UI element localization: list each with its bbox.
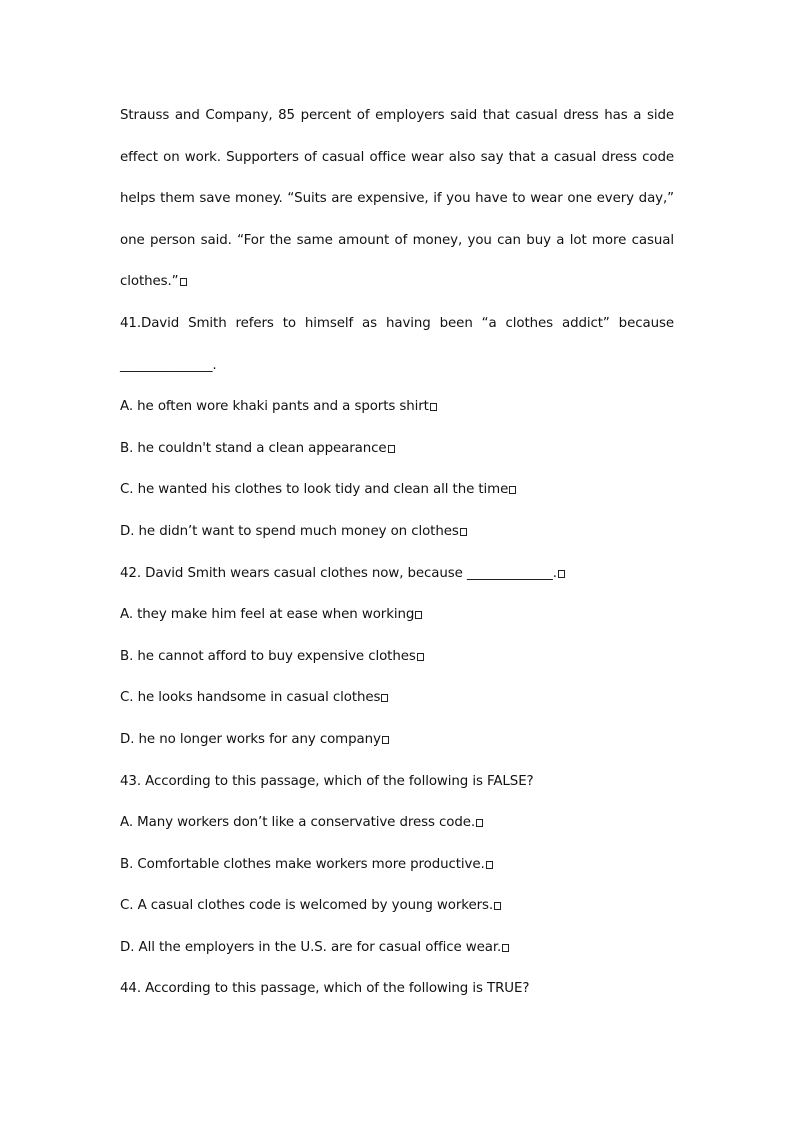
q43-option-d: D. All the employers in the U.S. are for casual office wear. (120, 936, 674, 978)
q41-option-d: D. he didn’t want to spend much money on clothes (120, 520, 674, 562)
q43-option-a: A. Many workers don’t like a conservative dress code. (120, 811, 674, 853)
paragraph-mark-icon (494, 902, 501, 910)
question-44-stem: 44. According to this passage, which of the following is TRUE? (120, 981, 530, 997)
paragraph-mark-icon (180, 278, 187, 286)
paragraph-mark-icon (417, 653, 424, 661)
question-42-stem: 42. David Smith wears casual clothes now, because _____________. (120, 562, 674, 604)
q43-option-c: C. A casual clothes code is welcomed by young workers. (120, 894, 674, 936)
paragraph-mark-icon (502, 944, 509, 952)
paragraph-mark-icon (430, 403, 437, 411)
q42-option-b: B. he cannot afford to buy expensive clothes (120, 645, 674, 687)
passage-line: Strauss and Company, 85 percent of employers said that casual dress has a side (120, 108, 674, 123)
question-41-blank: ______________. (120, 357, 217, 373)
q43-option-b: B. Comfortable clothes make workers more productive. (120, 853, 674, 895)
q41-option-a: A. he often wore khaki pants and a sports shirt (120, 395, 674, 437)
question-43-stem: 43. According to this passage, which of the following is FALSE? (120, 773, 534, 789)
q41-option-b: B. he couldn't stand a clean appearance (120, 437, 674, 479)
paragraph-mark-icon (382, 736, 389, 744)
q41-option-c: C. he wanted his clothes to look tidy and clean all the time (120, 478, 674, 520)
document-body (120, 104, 674, 1019)
passage-line: clothes.” (120, 270, 674, 312)
question-41-stem: 41.David Smith refers to himself as having been “a clothes addict” because (120, 315, 674, 331)
q42-option-d: D. he no longer works for any company (120, 728, 674, 770)
passage-line: helps them save money. “Suits are expensive, if you have to wear one every day,” (120, 191, 674, 207)
paragraph-mark-icon (509, 486, 516, 494)
passage-line: one person said. “For the same amount of money, you can buy a lot more casual (120, 232, 674, 248)
q42-option-a: A. they make him feel at ease when working (120, 603, 674, 645)
paragraph-mark-icon (486, 861, 493, 869)
paragraph-mark-icon (476, 819, 483, 827)
paragraph-mark-icon (415, 611, 422, 619)
passage-line: effect on work. Supporters of casual office wear also say that a casual dress code (120, 149, 674, 165)
paragraph-mark-icon (460, 528, 467, 536)
paragraph-mark-icon (381, 694, 388, 702)
paragraph-mark-icon (558, 570, 565, 578)
paragraph-mark-icon (388, 445, 395, 453)
q42-option-c: C. he looks handsome in casual clothes (120, 686, 674, 728)
